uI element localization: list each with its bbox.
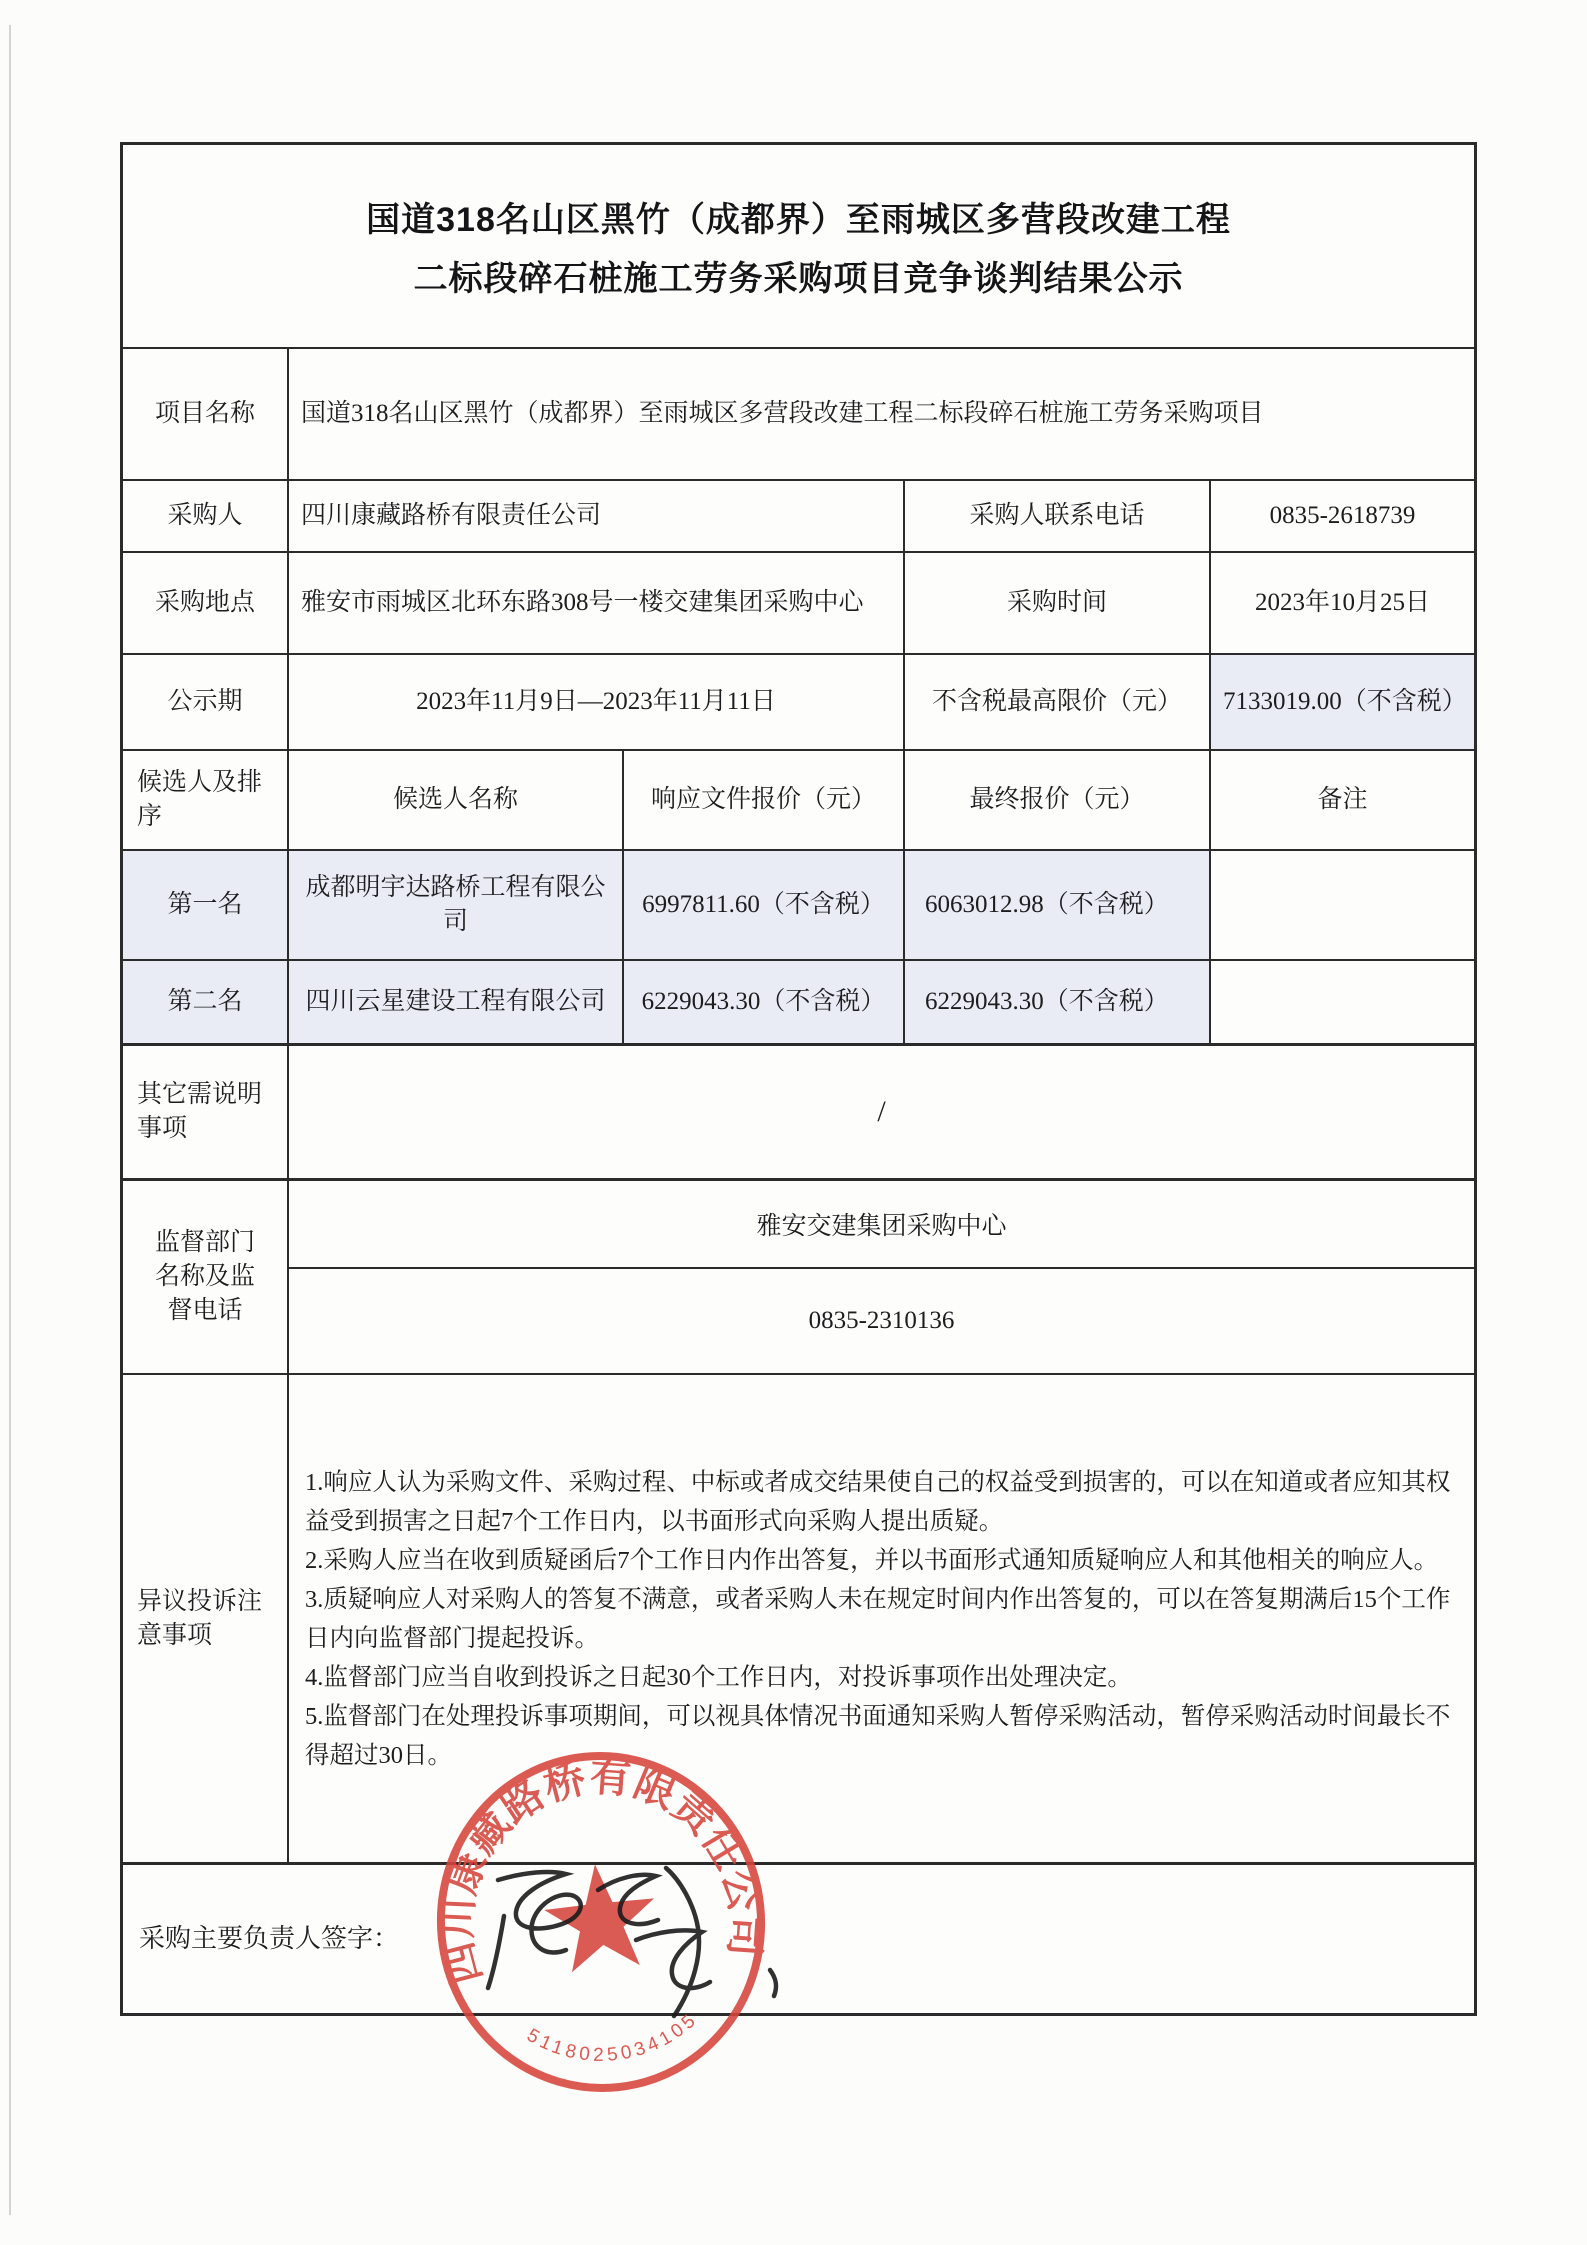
candidate-row-2 bbox=[123, 961, 1474, 1046]
signature-row bbox=[123, 1865, 1474, 2013]
result-announcement-table bbox=[120, 142, 1477, 2016]
document-title-line1: 国道318名山区黑竹（成都界）至雨城区多营段改建工程 bbox=[366, 201, 1231, 239]
document-title-line2: 二标段碎石桩施工劳务采购项目竞争谈判结果公示 bbox=[413, 260, 1184, 298]
objection-text bbox=[289, 1375, 1474, 1862]
location-row bbox=[123, 553, 1474, 655]
candidates-name-header: 候选人名称 bbox=[289, 751, 624, 849]
candidate-1-remark bbox=[1211, 851, 1474, 959]
publicity-label: 公示期 bbox=[123, 655, 289, 749]
candidate-row-1 bbox=[123, 851, 1474, 961]
candidates-doc-price-header: 响应文件报价（元） bbox=[624, 751, 905, 849]
purchaser-value: 四川康藏路桥有限责任公司 bbox=[289, 481, 905, 551]
time-label: 采购时间 bbox=[905, 553, 1211, 653]
purchaser-label: 采购人 bbox=[123, 481, 289, 551]
candidate-1-name: 成都明宇达路桥工程有限公司 bbox=[289, 851, 624, 959]
candidate-2-name: 四川云星建设工程有限公司 bbox=[289, 961, 624, 1043]
max-price-value: 7133019.00（不含税） bbox=[1211, 655, 1474, 749]
time-value: 2023年10月25日 bbox=[1254, 589, 1430, 616]
candidate-2-remark bbox=[1211, 961, 1474, 1043]
project-name-row bbox=[123, 349, 1474, 481]
purchaser-row bbox=[123, 481, 1474, 553]
scan-edge-artifact bbox=[9, 25, 11, 2215]
candidate-1-doc-price: 6997811.60（不含税） bbox=[624, 851, 905, 959]
candidates-remark-header: 备注 bbox=[1317, 786, 1368, 813]
other-notes-label: 其它需说明事项 bbox=[123, 1046, 289, 1178]
objection-item-4: 4.监督部门应当自收到投诉之日起30个工作日内，对投诉事项作出处理决定。 bbox=[305, 1663, 1132, 1691]
objection-label: 异议投诉注意事项 bbox=[123, 1375, 289, 1862]
stamp-company-text: 四川康藏路桥有限责任公司 bbox=[433, 1753, 770, 1989]
supervision-row bbox=[123, 1181, 1474, 1375]
candidate-1-final-price: 6063012.98（不含税） bbox=[905, 851, 1211, 959]
objection-item-5: 5.监督部门在处理投诉事项期间，可以视具体情况书面通知采购人暂停采购活动，暂停采购活动时间最长不得超过30日。 bbox=[305, 1702, 1451, 1769]
document-title bbox=[123, 145, 1474, 349]
supervision-values bbox=[289, 1181, 1474, 1373]
supervision-phone: 0835-2310136 bbox=[808, 1307, 955, 1334]
purchaser-phone-value: 0835-2618739 bbox=[1269, 502, 1416, 529]
signature-label: 采购主要负责人签字： bbox=[139, 1924, 400, 1953]
supervision-label: 监督部门名称及监督电话 bbox=[123, 1181, 289, 1373]
candidate-1-rank: 第一名 bbox=[123, 851, 289, 959]
publicity-row bbox=[123, 655, 1474, 751]
objection-item-1: 1.响应人认为采购文件、采购过程、中标或者成交结果使自己的权益受到损害的，可以在知道或者应知其权益受到损害之日起7个工作日内，以书面形式向采购人提出质疑。 bbox=[305, 1468, 1451, 1535]
candidates-header-row bbox=[123, 751, 1474, 851]
location-value: 雅安市雨城区北环东路308号一楼交建集团采购中心 bbox=[289, 553, 905, 653]
other-notes-value: / bbox=[877, 1095, 886, 1128]
candidates-final-price-header: 最终报价（元） bbox=[905, 751, 1211, 849]
location-label: 采购地点 bbox=[123, 553, 289, 653]
stamp-number-text: 5118025034105 bbox=[523, 2008, 703, 2066]
max-price-label: 不含税最高限价（元） bbox=[905, 655, 1211, 749]
candidate-2-final-price: 6229043.30（不含税） bbox=[905, 961, 1211, 1043]
project-name-label: 项目名称 bbox=[123, 349, 289, 479]
candidates-rank-header: 候选人及排序 bbox=[123, 751, 289, 849]
candidate-2-rank: 第二名 bbox=[123, 961, 289, 1043]
objection-row bbox=[123, 1375, 1474, 1865]
publicity-value: 2023年11月9日—2023年11月11日 bbox=[289, 655, 905, 749]
other-notes-row bbox=[123, 1046, 1474, 1181]
supervision-department: 雅安交建集团采购中心 bbox=[289, 1181, 1474, 1269]
objection-item-3: 3.质疑响应人对采购人的答复不满意，或者采购人未在规定时间内作出答复的，可以在答复期满后15个工作日内向监督部门提起投诉。 bbox=[305, 1585, 1451, 1652]
project-name-value: 国道318名山区黑竹（成都界）至雨城区多营段改建工程二标段碎石桩施工劳务采购项目 bbox=[301, 400, 1264, 427]
objection-item-2: 2.采购人应当在收到质疑函后7个工作日内作出答复，并以书面形式通知质疑响应人和其他相关的响应人。 bbox=[305, 1546, 1439, 1574]
purchaser-phone-label: 采购人联系电话 bbox=[905, 481, 1211, 551]
candidate-2-doc-price: 6229043.30（不含税） bbox=[624, 961, 905, 1043]
